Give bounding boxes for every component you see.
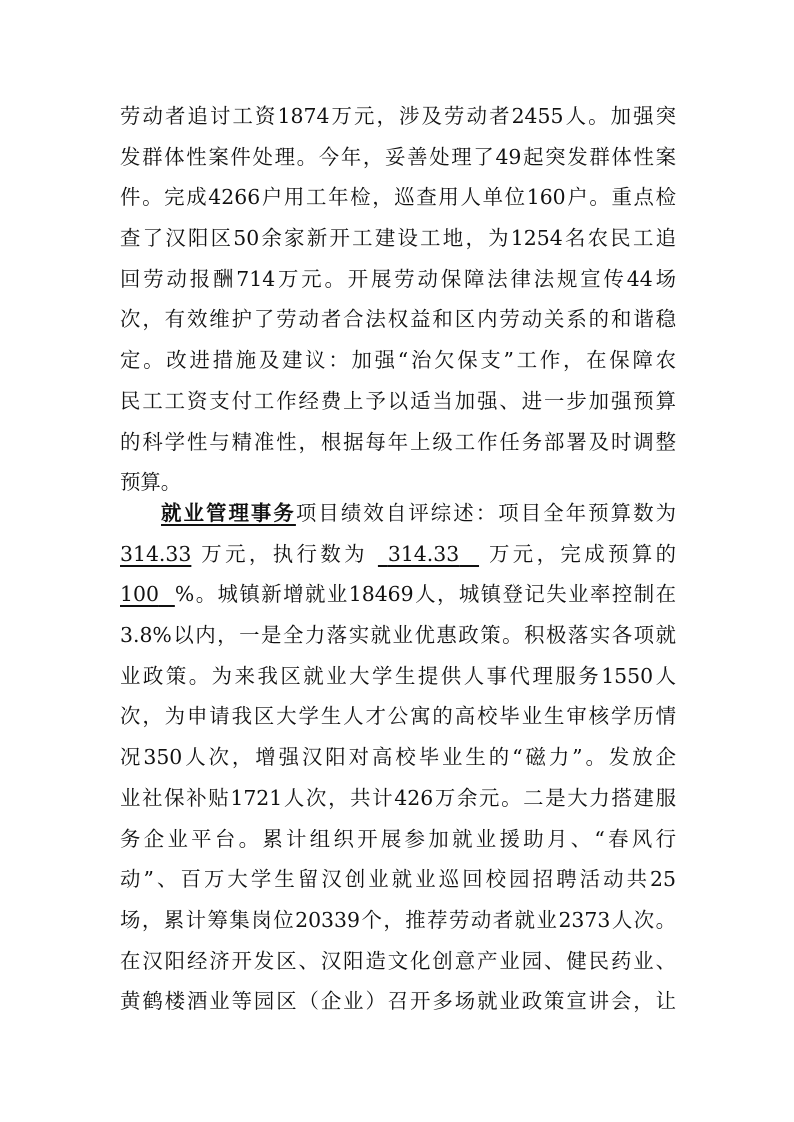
text-line-heading	[120, 493, 676, 534]
text-line: 动”、百万大学生留汉创业就业巡回校园招聘活动共25	[120, 867, 676, 892]
text-line: 业社保补贴1721人次，共计426万余元。二是大力搭建服	[120, 785, 676, 810]
text-segment: %。城镇新增就业18469人，城镇登记失业率控制在	[174, 582, 676, 607]
text-line: 况350人次，增强汉阳对高校毕业生的“磁力”。发放企	[120, 745, 676, 770]
text-line: 预算。	[120, 470, 182, 495]
text-line: 的科学性与精准性，根据每年上级工作任务部署及时调整	[120, 429, 676, 454]
text-line: 3.8%以内，一是全力落实就业优惠政策。积极落实各项就	[120, 623, 676, 648]
text-line: 定。改进措施及建议：加强“治欠保支”工作，在保障农	[120, 348, 676, 373]
text-line: 次，有效维护了劳动者合法权益和区内劳动关系的和谐稳	[120, 307, 676, 332]
text-line-rate	[120, 574, 676, 615]
paragraph-employment-management	[120, 493, 676, 1022]
exec-value: 314.33	[387, 541, 460, 566]
text-line: 查了汉阳区50余家新开工建设工地，为1254名农民工追	[120, 226, 676, 251]
text-line: 黄鹤楼酒业等园区（企业）召开多场就业政策宣讲会，让	[120, 989, 676, 1014]
budget-value: 314.33	[120, 541, 192, 566]
paragraph-labor-protection	[120, 96, 676, 503]
text-line: 在汉阳经济开发区、汉阳造文化创意产业园、健民药业、	[120, 948, 676, 973]
text-line: 业政策。为来我区就业大学生提供人事代理服务1550人	[120, 663, 676, 688]
text-line: 次，为申请我区大学生人才公寓的高校毕业生审核学历情	[120, 704, 676, 729]
text-line: 回劳动报酬714万元。开展劳动保障法律法规宣传44场	[120, 266, 676, 291]
text-line: 发群体性案件处理。今年，妥善处理了49起突发群体性案	[120, 144, 676, 169]
text-line: 劳动者追讨工资1874万元，涉及劳动者2455人。加强突	[120, 104, 676, 128]
text-line: 务企业平台。累计组织开展参加就业援助月、“春风行	[120, 826, 676, 851]
text-line: 场，累计筹集岗位20339个，推荐劳动者就业2373人次。	[120, 907, 676, 932]
section-term: 就业管理事务	[161, 501, 296, 525]
text-line: 件。完成4266户用工年检，巡查用人单位160户。重点检	[120, 185, 676, 210]
text-line-budget	[120, 534, 676, 575]
text-segment: 万元，执行数为	[201, 541, 368, 566]
text-line: 民工工资支付工作经费上予以适当加强、进一步加强预算	[120, 388, 676, 413]
text-segment: 万元，完成预算的	[488, 541, 676, 566]
text-segment: 项目绩效自评综述：项目全年预算数为	[295, 501, 676, 525]
completion-rate-value: 100	[120, 582, 159, 607]
